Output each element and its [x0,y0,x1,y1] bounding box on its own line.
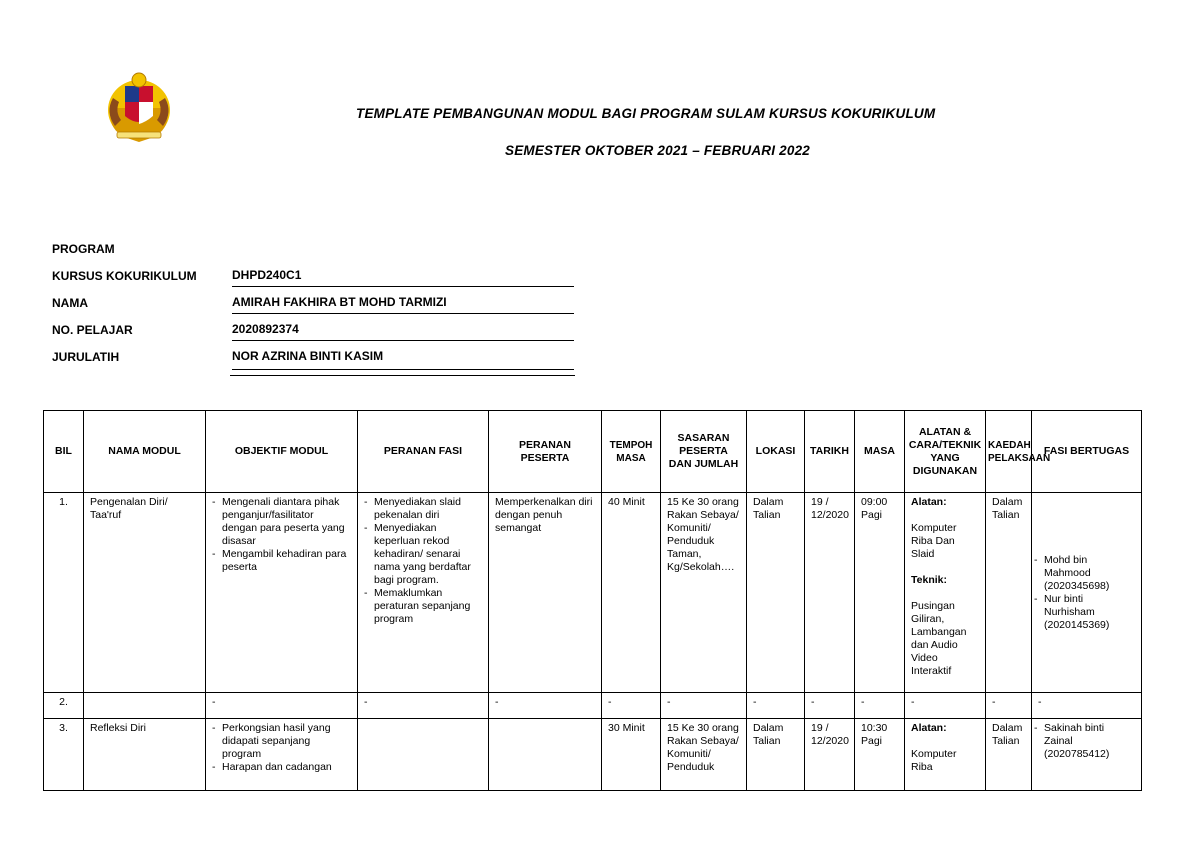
coat-of-arms-icon [103,68,175,144]
pelajar-value: 2020892374 [232,322,574,341]
cell-tarikh: - [805,693,855,719]
nama-label: NAMA [52,296,88,310]
header-nama-modul: NAMA MODUL [84,411,206,493]
program-label: PROGRAM [52,242,115,256]
cell-masa: 10:30 Pagi [855,719,905,791]
document-subtitle: SEMESTER OKTOBER 2021 – FEBRUARI 2022 [505,143,810,158]
cell-sasaran: - [661,693,747,719]
cell-kaedah: Dalam Talian [986,493,1032,693]
list-item: - Menyediakan slaid pekenalan diri [374,496,482,522]
header-tarikh: TARIKH [805,411,855,493]
cell-peranan-fasi [358,493,489,693]
alatan-label: Alatan: [911,722,947,734]
cell-fasi [1032,493,1142,693]
alatan-label: Alatan: [911,496,947,508]
table-header-row [44,411,1142,493]
cell-tempoh: 30 Minit [602,719,661,791]
list-item: - Mengenali diantara pihak penganjur/fasilitator dengan para peserta yang disasar [222,496,351,548]
teknik-label: Teknik: [911,574,947,586]
alatan-value: Komputer Riba Dan Slaid [911,522,957,560]
cell-masa: - [855,693,905,719]
pelajar-label: NO. PELAJAR [52,323,133,337]
cell-sasaran: 15 Ke 30 orang Rakan Sebaya/ Komuniti/ Penduduk [661,719,747,791]
cell-bil: 2. [44,693,84,719]
cell-peranan-peserta: - [489,693,602,719]
list-item: - Menyediakan keperluan rekod kehadiran/ senarai nama yang berdaftar bagi program. [374,522,482,587]
cell-kaedah: - [986,693,1032,719]
cell-sasaran: 15 Ke 30 orang Rakan Sebaya/ Komuniti/ Penduduk Taman, Kg/Sekolah…. [661,493,747,693]
cell-alatan: - [905,693,986,719]
cell-masa: 09:00 Pagi [855,493,905,693]
cell-bil: 1. [44,493,84,693]
header-alatan: ALATAN & CARA/TEKNIK YANG DIGUNAKAN [905,411,986,493]
alatan-value: Komputer Riba [911,748,957,773]
cell-nama-modul: Refleksi Diri [84,719,206,791]
cell-tempoh: - [602,693,661,719]
cell-tempoh: 40 Minit [602,493,661,693]
jurulatih-underline [230,375,575,376]
cell-peranan-peserta [489,719,602,791]
header-tempoh: TEMPOH MASA [602,411,661,493]
header-masa: MASA [855,411,905,493]
cell-objektif [206,493,358,693]
list-item: - Harapan dan cadangan [222,761,351,774]
cell-nama-modul [84,693,206,719]
teknik-value: Pusingan Giliran, Lambangan dan Audio Video Interaktif [911,600,967,677]
kursus-label: KURSUS KOKURIKULUM [52,269,197,283]
jurulatih-value: NOR AZRINA BINTI KASIM [232,349,574,370]
table-row [44,719,1142,791]
header-bil: BIL [44,411,84,493]
list-item: - Nur binti Nurhisham (2020145369) [1044,593,1135,632]
cell-objektif [206,719,358,791]
cell-kaedah: Dalam Talian [986,719,1032,791]
cell-alatan [905,493,986,693]
cell-nama-modul: Pengenalan Diri/ Taa'ruf [84,493,206,693]
list-item: - Memaklumkan peraturan sepanjang program [374,587,482,626]
cell-lokasi: - [747,693,805,719]
list-item: - Mengambil kehadiran para peserta [222,548,351,574]
table-row [44,693,1142,719]
header-objektif: OBJEKTIF MODUL [206,411,358,493]
module-table [43,410,1142,791]
header-sasaran: SASARAN PESERTA DAN JUMLAH [661,411,747,493]
list-item: - Mohd bin Mahmood (2020345698) [1044,554,1135,593]
cell-tarikh: 19 / 12/2020 [805,719,855,791]
cell-fasi [1032,719,1142,791]
cell-fasi: - [1032,693,1142,719]
cell-peranan-fasi: - [358,693,489,719]
header-peranan-fasi: PERANAN FASI [358,411,489,493]
cell-bil: 3. [44,719,84,791]
header-peranan-peserta: PERANAN PESERTA [489,411,602,493]
cell-objektif: - [206,693,358,719]
header-fasi: FASI BERTUGAS [1032,411,1142,493]
cell-lokasi: Dalam Talian [747,493,805,693]
list-item: - Perkongsian hasil yang didapati sepanjang program [222,722,351,761]
cell-lokasi: Dalam Talian [747,719,805,791]
cell-alatan [905,719,986,791]
document-title: TEMPLATE PEMBANGUNAN MODUL BAGI PROGRAM SULAM KURSUS KOKURIKULUM [356,106,936,121]
cell-peranan-fasi [358,719,489,791]
jurulatih-label: JURULATIH [52,350,120,364]
cell-peranan-peserta: Memperkenalkan diri dengan penuh semangat [489,493,602,693]
header-kaedah: KAEDAH PELAKSAAN [986,411,1032,493]
nama-value: AMIRAH FAKHIRA BT MOHD TARMIZI [232,295,574,314]
kursus-value: DHPD240C1 [232,268,574,287]
header-lokasi: LOKASI [747,411,805,493]
cell-tarikh: 19 / 12/2020 [805,493,855,693]
table-row [44,493,1142,693]
list-item: - Sakinah binti Zainal (2020785412) [1044,722,1135,761]
